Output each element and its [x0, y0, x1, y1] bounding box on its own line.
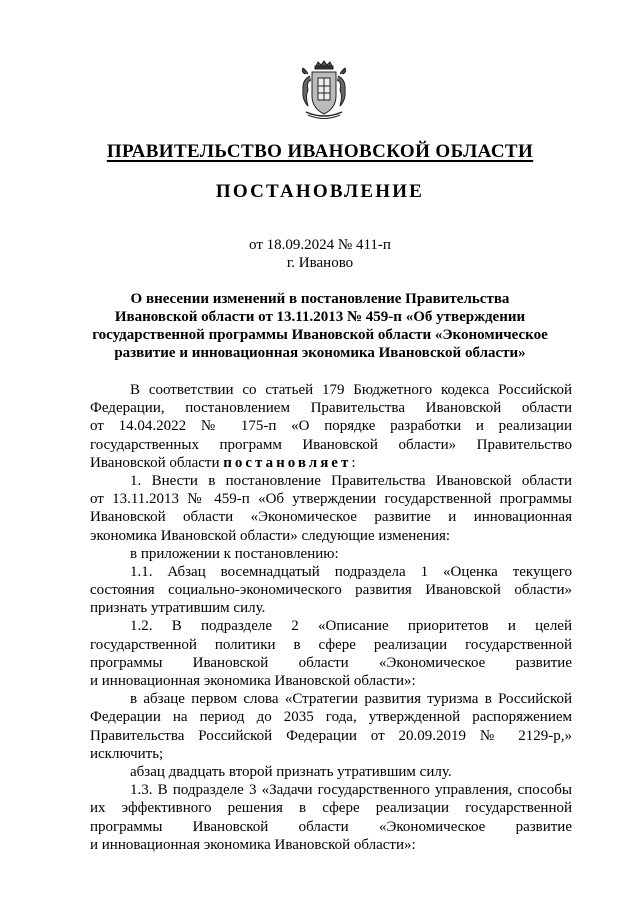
subject-line: развитие и инновационная экономика Ивановской области» — [114, 345, 526, 361]
body-line: экономика Ивановской области» следующие изменения: — [90, 527, 451, 544]
body-line: в приложении к постановлению: — [130, 545, 339, 562]
subject-line: О внесении изменений в постановление Правительства — [130, 291, 510, 307]
body-line: 1.1. Абзац восемнадцатый подраздела 1 «Оценка текущего — [130, 563, 572, 580]
body-line: состояния социально-экономического развития Ивановской области» — [90, 582, 572, 599]
body-line: признать утратившим силу. — [90, 600, 266, 617]
document-body — [90, 381, 572, 854]
body-line: государственных программ Ивановской области» Правительство — [90, 436, 572, 453]
resolve-suffix: : — [351, 454, 356, 471]
subject-line: государственной программы Ивановской области «Экономическое — [92, 327, 548, 343]
government-title: ПРАВИТЕЛЬСТВО ИВАНОВСКОЙ ОБЛАСТИ — [106, 141, 534, 162]
body-line: и инновационная экономика Ивановской области»: — [90, 673, 416, 689]
body-line: программы Ивановской области «Экономическое развитие — [90, 654, 572, 671]
document-city: г. Иваново — [286, 255, 354, 271]
body-line: Федерации на период до 2035 года, утвержденной распоряжением — [90, 709, 572, 726]
body-line: 1.3. В подразделе 3 «Задачи государственного управления, способы — [130, 782, 572, 799]
body-line: Ивановской области «Экономическое развитие и инновационная — [90, 509, 572, 526]
body-line: Правительства Российской Федерации от 20.09.2019 № 2129-р,» — [90, 727, 572, 744]
subject-line: Ивановской области от 13.11.2013 № 459-п «Об утверждении — [114, 309, 526, 325]
body-line: государственной политики в сфере реализации государственной — [90, 636, 572, 653]
body-line: от 13.11.2013 № 459-п «Об утверждении государственной программы — [90, 491, 572, 508]
body-line: 1.2. В подразделе 2 «Описание приоритетов и целей — [130, 618, 572, 635]
document-type: ПОСТАНОВЛЕНИЕ — [215, 181, 425, 202]
body-line: В соответствии со статьей 179 Бюджетного кодекса Российской — [130, 382, 572, 398]
resolve-word: постановляет — [223, 454, 352, 471]
body-line: и инновационная экономика Ивановской области»: — [90, 836, 416, 853]
body-line: Федерации, постановлением Правительства Ивановской области — [90, 400, 572, 417]
body-line: в абзаце первом слова «Стратегии развития туризма в Российской — [130, 691, 572, 708]
coat-of-arms-icon — [296, 60, 352, 120]
body-line: их эффективного решения в сфере реализации государственной — [90, 800, 572, 817]
body-line: 1. Внести в постановление Правительства Ивановской области — [130, 472, 572, 489]
document-date-number: от 18.09.2024 № 411-п — [249, 237, 391, 253]
body-line-text: Ивановской области — [90, 454, 224, 471]
body-line: программы Ивановской области «Экономическое развитие — [90, 818, 572, 835]
body-line-resolve — [90, 454, 572, 472]
body-line: от 14.04.2022 № 175-п «О порядке разработки и реализации — [90, 418, 572, 435]
body-line: абзац двадцать второй признать утратившим силу. — [130, 763, 452, 780]
document-subject — [80, 290, 560, 362]
body-line: исключить; — [90, 745, 164, 762]
